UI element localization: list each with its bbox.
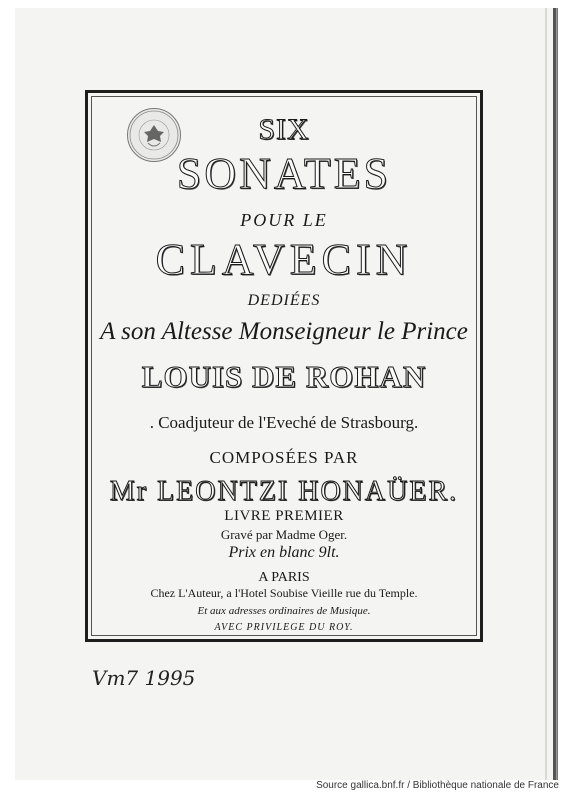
title-clavecin: CLAVECIN xyxy=(155,235,413,284)
privilege-line: AVEC PRIVILEGE DU ROY. xyxy=(214,622,354,633)
place-line: A PARIS xyxy=(258,570,310,585)
title-sonates: SONATES xyxy=(176,149,392,198)
composer-name: Mr LEONTZI HONAÜER. xyxy=(109,476,459,507)
title-six: SIX xyxy=(258,113,310,146)
composed-by-label: COMPOSÉES PAR xyxy=(209,448,359,467)
subtitle-pour-le: POUR LE xyxy=(240,210,328,230)
dedicatee-name: LOUIS DE ROHAN xyxy=(141,359,427,394)
engraver-line: Gravé par Madme Oger. xyxy=(220,527,348,542)
dedicatee-title: . Coadjuteur de l'Eveché de Strasbourg. xyxy=(149,413,419,432)
dedication-heading: DEDIÉES xyxy=(247,292,321,309)
dedication-line: A son Altesse Monseigneur le Prince xyxy=(100,318,468,345)
publisher-address: Chez L'Auteur, a l'Hotel Soubise Vieille rue du Temple. xyxy=(150,586,418,600)
source-attribution: Source gallica.bnf.fr / Bibliothèque nationale de France xyxy=(316,780,559,791)
page-edge xyxy=(545,8,547,780)
price-line: Prix en blanc 9lt. xyxy=(228,544,340,561)
other-addresses: Et aux adresses ordinaires de Musique. xyxy=(197,605,371,617)
book-number: LIVRE PREMIER xyxy=(224,508,344,524)
handwritten-shelfmark: Vm7 1995 xyxy=(92,666,196,690)
